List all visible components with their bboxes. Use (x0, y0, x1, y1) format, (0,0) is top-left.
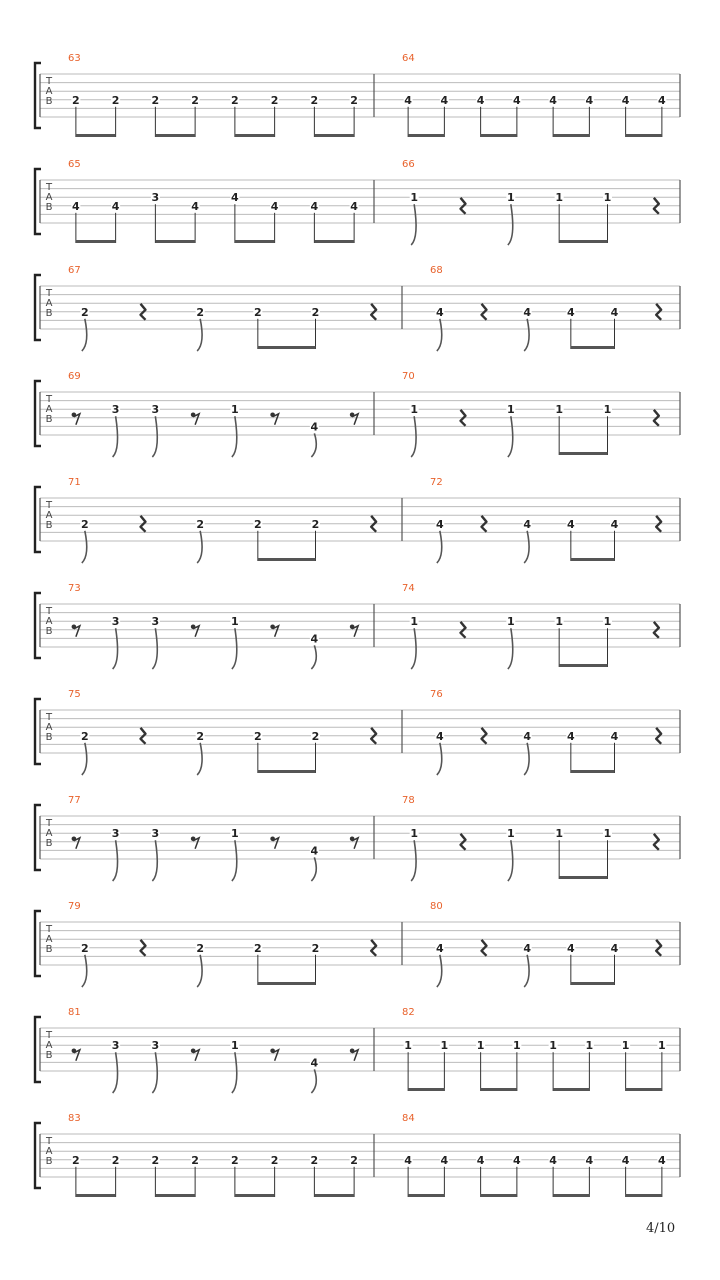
note-beam (559, 452, 607, 455)
fret-number: 4 (621, 93, 630, 107)
fret-number: 1 (603, 403, 612, 417)
measure-number: 66 (402, 159, 415, 170)
measure (430, 689, 661, 775)
note-beam (408, 1088, 444, 1091)
measure (430, 265, 661, 351)
note-flag (113, 628, 118, 669)
fret-number: 2 (196, 305, 204, 319)
tab-clef-letter-T: T (45, 1030, 53, 1041)
fret-number: 4 (513, 1153, 521, 1167)
tab-clef-letter-T: T (45, 394, 53, 405)
eighth-rest (72, 837, 80, 849)
note-flag (508, 416, 513, 457)
page-number: 4/10 (646, 1221, 676, 1236)
note-beam (76, 1194, 116, 1197)
measure-number: 65 (68, 159, 81, 170)
measure (402, 795, 659, 881)
measure-number: 75 (68, 689, 81, 700)
measure (402, 583, 659, 669)
fret-number: 1 (231, 615, 239, 629)
fret-number: 2 (81, 729, 89, 743)
measure (68, 477, 376, 563)
eighth-rest (270, 1049, 278, 1061)
note-flag (82, 319, 87, 351)
measure (402, 371, 659, 457)
note-beam (553, 1088, 589, 1091)
tab-clef-letter-B: B (45, 626, 53, 637)
fret-number: 1 (555, 827, 563, 841)
note-beam (258, 346, 316, 349)
fret-number: 3 (111, 615, 120, 629)
eighth-rest (72, 625, 80, 637)
measure (430, 477, 661, 563)
tab-clef-letter-B: B (45, 1156, 53, 1167)
tab-clef-letter-A: A (45, 1146, 53, 1157)
note-flag (311, 857, 316, 881)
note-beam (626, 1088, 662, 1091)
measure-number: 80 (430, 901, 443, 912)
fret-number: 1 (507, 615, 515, 629)
tab-clef-letter-B: B (45, 308, 53, 319)
note-flag (508, 204, 513, 245)
tab-clef-letter-T: T (45, 76, 53, 87)
fret-number: 1 (555, 403, 563, 417)
note-beam (626, 134, 662, 137)
fret-number: 1 (603, 615, 612, 629)
measure-number: 78 (402, 795, 415, 806)
fret-number: 2 (311, 729, 320, 743)
measure-number: 67 (68, 265, 81, 276)
measure-number: 69 (68, 371, 81, 382)
measure (68, 1007, 358, 1093)
fret-number: 4 (513, 93, 521, 107)
fret-number: 1 (231, 827, 239, 841)
tab-clef-letter-T: T (45, 500, 53, 511)
fret-number: 1 (231, 403, 239, 417)
note-beam (235, 1194, 275, 1197)
fret-number: 4 (610, 941, 619, 955)
note-flag (197, 531, 202, 563)
eighth-rest (191, 413, 199, 425)
tab-clef-letter-B: B (45, 96, 53, 107)
fret-number: 4 (549, 93, 557, 107)
eighth-rest (191, 1049, 199, 1061)
fret-number: 4 (310, 632, 319, 646)
tab-clef-letter-T: T (45, 606, 53, 617)
note-flag (411, 840, 416, 881)
tab-system (35, 583, 680, 669)
eighth-rest (350, 413, 358, 425)
measure (68, 265, 376, 351)
fret-number: 2 (311, 517, 320, 531)
note-flag (232, 416, 237, 457)
note-beam (258, 770, 316, 773)
note-beam (76, 134, 116, 137)
note-flag (152, 840, 157, 881)
note-flag (411, 204, 416, 245)
note-beam (559, 240, 607, 243)
fret-number: 2 (254, 517, 262, 531)
tab-clef-letter-B: B (45, 732, 53, 743)
measure (68, 53, 359, 137)
fret-number: 2 (350, 1153, 358, 1167)
tab-system (35, 371, 680, 457)
note-flag (197, 743, 202, 775)
measure (68, 159, 359, 243)
fret-number: 4 (523, 517, 531, 531)
note-beam (626, 1194, 662, 1197)
note-beam (155, 134, 195, 137)
fret-number: 3 (151, 1039, 160, 1053)
measure-number: 83 (68, 1113, 81, 1124)
tab-clef-letter-T: T (45, 924, 53, 935)
fret-number: 4 (404, 93, 412, 107)
fret-number: 2 (196, 729, 204, 743)
fret-number: 4 (523, 305, 531, 319)
fret-number: 4 (436, 729, 444, 743)
fret-number: 3 (111, 403, 120, 417)
note-flag (311, 1069, 316, 1093)
note-beam (155, 240, 195, 243)
tab-clef-letter-A: A (45, 510, 53, 521)
fret-number: 4 (310, 1056, 319, 1070)
tab-clef-letter-B: B (45, 1050, 53, 1061)
fret-number: 2 (111, 93, 120, 107)
note-flag (524, 531, 529, 563)
note-beam (571, 770, 615, 773)
fret-number: 4 (404, 1153, 412, 1167)
tab-system (35, 1007, 680, 1093)
measure-number: 71 (68, 477, 81, 488)
fret-number: 2 (311, 305, 320, 319)
fret-number: 1 (476, 1039, 485, 1053)
fret-number: 2 (72, 1153, 80, 1167)
measure (402, 159, 659, 245)
note-flag (232, 840, 237, 881)
measure-number: 74 (402, 583, 415, 594)
fret-number: 4 (610, 305, 619, 319)
fret-number: 2 (254, 941, 262, 955)
note-beam (314, 134, 354, 137)
fret-number: 1 (621, 1039, 630, 1053)
eighth-rest (72, 1049, 80, 1061)
note-beam (559, 876, 607, 879)
measure (68, 795, 358, 881)
note-beam (571, 346, 615, 349)
fret-number: 1 (603, 827, 612, 841)
tab-clef-letter-B: B (45, 520, 53, 531)
tab-clef-letter-A: A (45, 298, 53, 309)
tab-system (35, 265, 680, 351)
tab-system (35, 159, 680, 245)
eighth-rest (72, 413, 80, 425)
note-beam (571, 558, 615, 561)
fret-number: 4 (567, 729, 575, 743)
fret-number: 2 (196, 517, 204, 531)
note-beam (314, 1194, 354, 1197)
measure-number: 72 (430, 477, 443, 488)
note-flag (113, 416, 118, 457)
note-beam (408, 1194, 444, 1197)
fret-number: 2 (231, 93, 239, 107)
fret-number: 1 (658, 1039, 666, 1053)
fret-number: 2 (270, 1153, 279, 1167)
fret-number: 4 (436, 305, 444, 319)
note-flag (113, 1052, 118, 1093)
note-beam (559, 664, 607, 667)
measure-number: 63 (68, 53, 81, 64)
fret-number: 4 (476, 93, 485, 107)
fret-number: 4 (621, 1153, 630, 1167)
note-flag (411, 416, 416, 457)
fret-number: 3 (151, 615, 160, 629)
measure-number: 73 (68, 583, 81, 594)
eighth-rest (350, 625, 358, 637)
note-flag (311, 433, 316, 457)
fret-number: 4 (658, 1153, 666, 1167)
note-beam (76, 240, 116, 243)
fret-number: 1 (555, 615, 563, 629)
note-beam (235, 134, 275, 137)
fret-number: 1 (410, 403, 418, 417)
note-flag (232, 1052, 237, 1093)
fret-number: 1 (410, 615, 418, 629)
tab-clef-letter-B: B (45, 414, 53, 425)
tab-clef-letter-B: B (45, 944, 53, 955)
fret-number: 1 (507, 403, 515, 417)
eighth-rest (270, 413, 278, 425)
fret-number: 4 (610, 517, 619, 531)
fret-number: 1 (231, 1039, 239, 1053)
measure-number: 79 (68, 901, 81, 912)
fret-number: 3 (151, 191, 160, 205)
fret-number: 1 (585, 1039, 594, 1053)
fret-number: 4 (72, 199, 80, 213)
eighth-rest (270, 837, 278, 849)
note-flag (437, 743, 442, 775)
tab-clef-letter-B: B (45, 838, 53, 849)
fret-number: 1 (513, 1039, 521, 1053)
tab-clef-letter-A: A (45, 722, 53, 733)
fret-number: 4 (567, 517, 575, 531)
note-flag (232, 628, 237, 669)
note-beam (571, 982, 615, 985)
fret-number: 4 (310, 420, 319, 434)
note-flag (508, 840, 513, 881)
measure (68, 901, 376, 987)
note-flag (524, 743, 529, 775)
fret-number: 4 (350, 199, 358, 213)
fret-number: 4 (523, 941, 531, 955)
measure-number: 81 (68, 1007, 81, 1018)
fret-number: 4 (270, 199, 279, 213)
fret-number: 4 (523, 729, 531, 743)
fret-number: 4 (476, 1153, 485, 1167)
note-flag (82, 531, 87, 563)
fret-number: 4 (440, 1153, 449, 1167)
note-flag (82, 743, 87, 775)
measure-number: 68 (430, 265, 443, 276)
note-flag (113, 840, 118, 881)
note-flag (437, 955, 442, 987)
note-beam (481, 1088, 517, 1091)
fret-number: 2 (270, 93, 279, 107)
eighth-rest (270, 625, 278, 637)
fret-number: 1 (549, 1039, 557, 1053)
note-beam (235, 240, 275, 243)
tab-clef-letter-A: A (45, 934, 53, 945)
note-beam (408, 134, 444, 137)
eighth-rest (350, 1049, 358, 1061)
note-beam (258, 558, 316, 561)
fret-number: 3 (151, 403, 160, 417)
tab-system (35, 477, 680, 563)
note-flag (524, 955, 529, 987)
note-beam (553, 1194, 589, 1197)
fret-number: 2 (196, 941, 204, 955)
eighth-rest (191, 837, 199, 849)
fret-number: 4 (310, 199, 319, 213)
fret-number: 4 (610, 729, 619, 743)
fret-number: 1 (440, 1039, 449, 1053)
note-beam (258, 982, 316, 985)
tab-clef-letter-T: T (45, 1136, 53, 1147)
fret-number: 2 (81, 941, 89, 955)
fret-number: 1 (507, 191, 515, 205)
fret-number: 4 (567, 305, 575, 319)
fret-number: 3 (151, 827, 160, 841)
note-flag (411, 628, 416, 669)
tab-clef-letter-T: T (45, 818, 53, 829)
fret-number: 1 (555, 191, 563, 205)
measure (68, 583, 358, 669)
fret-number: 1 (410, 191, 418, 205)
tab-system (35, 901, 680, 987)
fret-number: 2 (254, 729, 262, 743)
note-flag (152, 416, 157, 457)
measure-number: 64 (402, 53, 415, 64)
note-beam (314, 240, 354, 243)
fret-number: 3 (111, 827, 120, 841)
tab-clef-letter-B: B (45, 202, 53, 213)
tab-system (35, 689, 680, 775)
measure (402, 53, 666, 137)
fret-number: 2 (111, 1153, 120, 1167)
note-flag (197, 955, 202, 987)
tab-clef-letter-T: T (45, 182, 53, 193)
tab-clef-letter-T: T (45, 288, 53, 299)
note-beam (155, 1194, 195, 1197)
measure (430, 901, 661, 987)
fret-number: 3 (111, 1039, 120, 1053)
note-beam (553, 134, 589, 137)
fret-number: 2 (151, 93, 160, 107)
fret-number: 2 (151, 1153, 160, 1167)
note-flag (311, 645, 316, 669)
measure-number: 77 (68, 795, 81, 806)
fret-number: 2 (350, 93, 358, 107)
measure (68, 1113, 359, 1197)
measure-number: 70 (402, 371, 415, 382)
tab-clef-letter-A: A (45, 1040, 53, 1051)
note-beam (481, 134, 517, 137)
fret-number: 1 (603, 191, 612, 205)
fret-number: 2 (310, 1153, 319, 1167)
tab-clef-letter-A: A (45, 86, 53, 97)
fret-number: 4 (549, 1153, 557, 1167)
note-flag (508, 628, 513, 669)
tab-system (35, 53, 680, 137)
note-flag (437, 531, 442, 563)
fret-number: 4 (567, 941, 575, 955)
fret-number: 4 (658, 93, 666, 107)
note-flag (152, 1052, 157, 1093)
fret-number: 2 (72, 93, 80, 107)
measure-number: 84 (402, 1113, 415, 1124)
note-flag (152, 628, 157, 669)
fret-number: 2 (254, 305, 262, 319)
note-flag (197, 319, 202, 351)
fret-number: 4 (111, 199, 120, 213)
tab-system (35, 795, 680, 881)
fret-number: 2 (81, 517, 89, 531)
fret-number: 4 (436, 941, 444, 955)
fret-number: 4 (585, 93, 594, 107)
fret-number: 2 (191, 93, 199, 107)
note-flag (524, 319, 529, 351)
fret-number: 2 (81, 305, 89, 319)
fret-number: 4 (436, 517, 444, 531)
tab-clef-letter-A: A (45, 828, 53, 839)
note-flag (437, 319, 442, 351)
measure (402, 1007, 666, 1091)
measure-number: 76 (430, 689, 443, 700)
tab-clef-letter-A: A (45, 616, 53, 627)
measure (68, 689, 376, 775)
fret-number: 4 (231, 191, 239, 205)
fret-number: 4 (585, 1153, 594, 1167)
measure-number: 82 (402, 1007, 415, 1018)
note-beam (481, 1194, 517, 1197)
measure (402, 1113, 666, 1197)
measure (68, 371, 358, 457)
fret-number: 4 (191, 199, 199, 213)
fret-number: 2 (310, 93, 319, 107)
tab-system (35, 1113, 680, 1197)
tab-clef-letter-A: A (45, 404, 53, 415)
eighth-rest (350, 837, 358, 849)
eighth-rest (191, 625, 199, 637)
tab-clef-letter-A: A (45, 192, 53, 203)
fret-number: 2 (191, 1153, 199, 1167)
fret-number: 1 (410, 827, 418, 841)
fret-number: 1 (507, 827, 515, 841)
fret-number: 4 (310, 844, 319, 858)
tab-clef-letter-T: T (45, 712, 53, 723)
fret-number: 1 (404, 1039, 412, 1053)
note-flag (82, 955, 87, 987)
fret-number: 2 (231, 1153, 239, 1167)
fret-number: 4 (440, 93, 449, 107)
fret-number: 2 (311, 941, 320, 955)
